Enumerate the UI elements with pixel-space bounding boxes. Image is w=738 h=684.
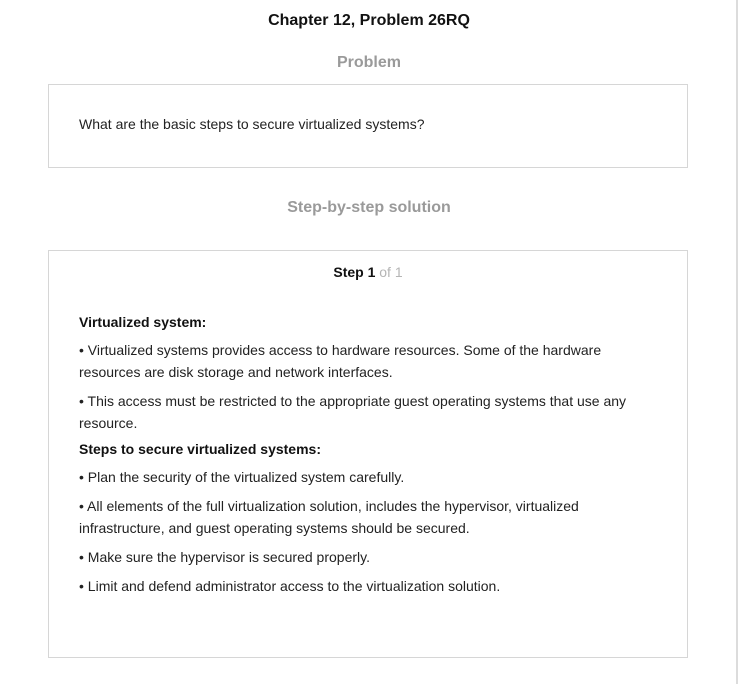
step-indicator: [49, 264, 687, 280]
bullet-item: • All elements of the full virtualization solution, includes the hypervisor, virtualized infrastructure, and guest operating systems should be secured.: [79, 498, 579, 536]
page-title: Chapter 12, Problem 26RQ: [268, 12, 470, 29]
step-number: Step 1: [333, 264, 376, 280]
section-subheading: Virtualized system:: [79, 314, 207, 330]
bullet-item: • Make sure the hypervisor is secured properly.: [79, 549, 370, 565]
section-subheading: Steps to secure virtualized systems:: [79, 441, 321, 457]
solution-heading: Step-by-step solution: [287, 199, 451, 216]
problem-box: [48, 84, 688, 168]
bullet-item: • Plan the security of the virtualized system carefully.: [79, 469, 405, 485]
problem-heading: Problem: [336, 54, 401, 71]
step-total: of 1: [375, 264, 403, 280]
bullet-item: • This access must be restricted to the appropriate guest operating systems that use any resource.: [79, 393, 627, 431]
solution-content: [79, 314, 664, 604]
problem-question: What are the basic steps to secure virtualized systems?: [79, 116, 425, 132]
bullet-item: • Limit and defend administrator access to the virtualization solution.: [79, 578, 501, 594]
bullet-item: • Virtualized systems provides access to hardware resources. Some of the hardware resources are disk storage and network interfaces.: [79, 342, 602, 380]
solution-box: [48, 250, 688, 658]
